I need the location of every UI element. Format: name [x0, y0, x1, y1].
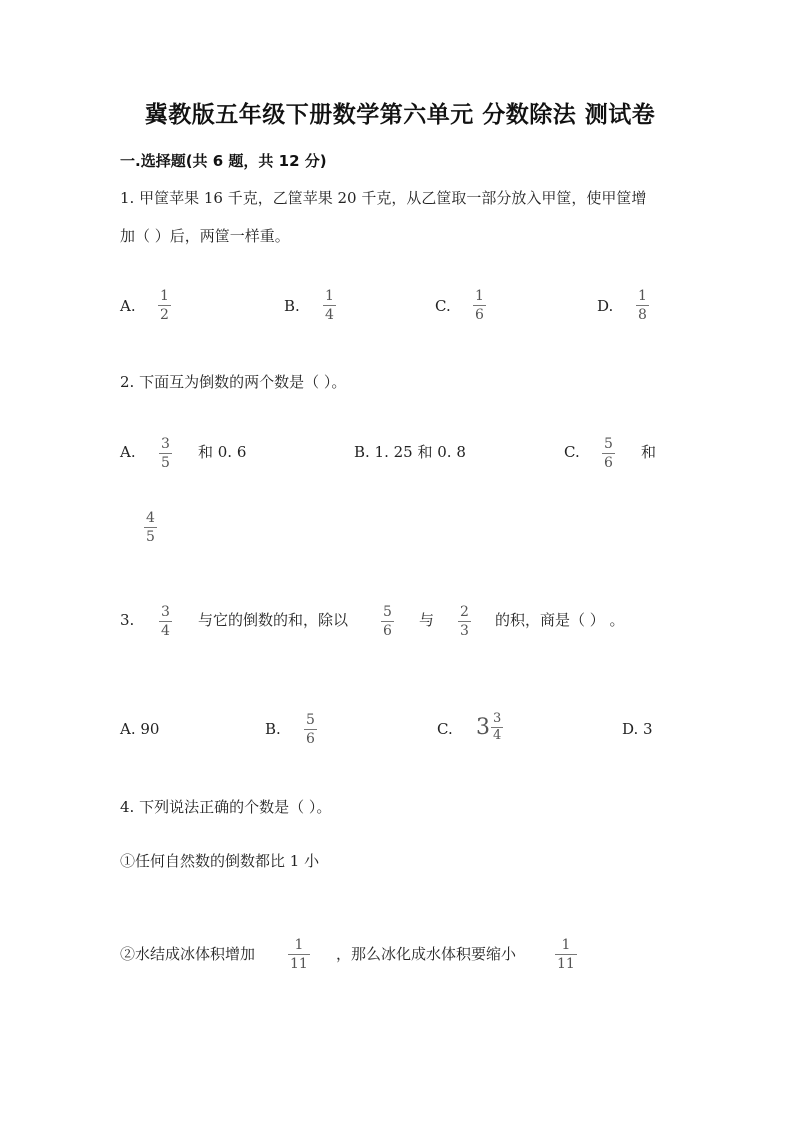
whole-part: 3	[476, 715, 490, 740]
q3-fraction-3	[458, 604, 471, 639]
numerator: 5	[604, 436, 613, 452]
q3-fraction-2	[381, 604, 394, 639]
fraction-bar	[555, 954, 577, 955]
denominator: 5	[146, 529, 155, 545]
denominator: 3	[460, 623, 469, 639]
q2-option-b[interactable]: B. 1. 25 和 0. 8	[354, 443, 466, 461]
numerator: 1	[638, 288, 647, 304]
q3-text-3: 的积，商是（ ） 。	[495, 611, 625, 629]
fraction-bar	[304, 729, 317, 730]
q2-option-a-tail: 和 0. 6	[198, 443, 247, 461]
q3-fraction-1	[159, 604, 172, 639]
numerator: 1	[294, 937, 304, 953]
fraction-bar	[144, 527, 157, 528]
numerator: 5	[306, 712, 315, 728]
q1-option-c-fraction[interactable]	[473, 288, 486, 323]
q1-option-a-fraction[interactable]	[158, 288, 171, 323]
q3-text-1: 与它的倒数的和，除以	[198, 611, 349, 629]
q2-option-a-label[interactable]: A.	[120, 443, 136, 461]
q3-option-b-fraction[interactable]	[304, 712, 317, 747]
fraction-bar	[158, 305, 171, 306]
numerator: 5	[383, 604, 392, 620]
q2-option-c-fraction[interactable]	[602, 436, 615, 471]
q2-option-c-fraction-2[interactable]	[144, 510, 157, 545]
q3-text-2: 与	[419, 611, 435, 629]
q1-stem-line2: 加（ ）后，两筐一样重。	[120, 227, 290, 245]
denominator: 8	[638, 307, 647, 323]
q1-option-b-fraction[interactable]	[323, 288, 336, 323]
q1-stem-line1: 1. 甲筐苹果 16 千克，乙筐苹果 20 千克，从乙筐取一部分放入甲筐，使甲筐增	[120, 189, 647, 207]
denominator: 11	[290, 956, 308, 972]
q1-option-c-label[interactable]: C.	[435, 297, 451, 315]
q2-option-c-tail: 和	[641, 443, 657, 461]
numerator: 1	[160, 288, 169, 304]
fraction-bar	[602, 453, 615, 454]
q3-option-d[interactable]: D. 3	[622, 720, 653, 738]
q4-statement-2-fraction-1	[288, 937, 310, 972]
q2-option-c-label[interactable]: C.	[564, 443, 580, 461]
denominator: 6	[475, 307, 484, 323]
q1-option-d-label[interactable]: D.	[597, 297, 614, 315]
q2-stem: 2. 下面互为倒数的两个数是（ ）。	[120, 373, 347, 391]
q1-option-a-label[interactable]: A.	[120, 297, 136, 315]
fraction-bar	[636, 305, 649, 306]
denominator: 4	[325, 307, 334, 323]
q4-stem: 4. 下列说法正确的个数是（ ）。	[120, 798, 332, 816]
numerator: 2	[460, 604, 469, 620]
q2-option-a-fraction[interactable]	[159, 436, 172, 471]
q4-statement-2a: ②水结成冰体积增加	[120, 945, 256, 963]
q3-option-c-label[interactable]: C.	[437, 720, 453, 738]
q1-option-b-label[interactable]: B.	[284, 297, 300, 315]
denominator: 6	[383, 623, 392, 639]
fraction-bar	[473, 305, 486, 306]
section-heading: 一.选择题(共 6 题，共 12 分)	[120, 152, 327, 170]
q4-statement-1: ①任何自然数的倒数都比 1 小	[120, 852, 320, 870]
fraction-bar	[381, 621, 394, 622]
q3-option-b-label[interactable]: B.	[265, 720, 281, 738]
numerator: 3	[493, 711, 502, 726]
denominator: 5	[161, 455, 170, 471]
denominator: 6	[604, 455, 613, 471]
fraction-bar	[323, 305, 336, 306]
fraction-bar	[458, 621, 471, 622]
denominator: 4	[161, 623, 170, 639]
numerator: 1	[561, 937, 571, 953]
page-title: 冀教版五年级下册数学第六单元 分数除法 测试卷	[144, 102, 656, 128]
numerator: 3	[161, 604, 170, 620]
numerator: 4	[146, 510, 155, 526]
q4-statement-2b: ，那么冰化成水体积要缩小	[336, 945, 517, 963]
q1-option-d-fraction[interactable]	[636, 288, 649, 323]
denominator: 4	[493, 728, 502, 743]
denominator: 2	[160, 307, 169, 323]
denominator: 6	[306, 731, 315, 747]
q3-number: 3.	[120, 611, 135, 629]
fraction-part	[491, 712, 503, 743]
numerator: 1	[475, 288, 484, 304]
q3-option-a[interactable]: A. 90	[120, 720, 160, 738]
numerator: 1	[325, 288, 334, 304]
q3-option-c-mixed-number[interactable]	[476, 712, 503, 743]
denominator: 11	[557, 956, 575, 972]
fraction-bar	[288, 954, 310, 955]
fraction-bar	[159, 621, 172, 622]
fraction-bar	[159, 453, 172, 454]
numerator: 3	[161, 436, 170, 452]
q4-statement-2-fraction-2	[555, 937, 577, 972]
